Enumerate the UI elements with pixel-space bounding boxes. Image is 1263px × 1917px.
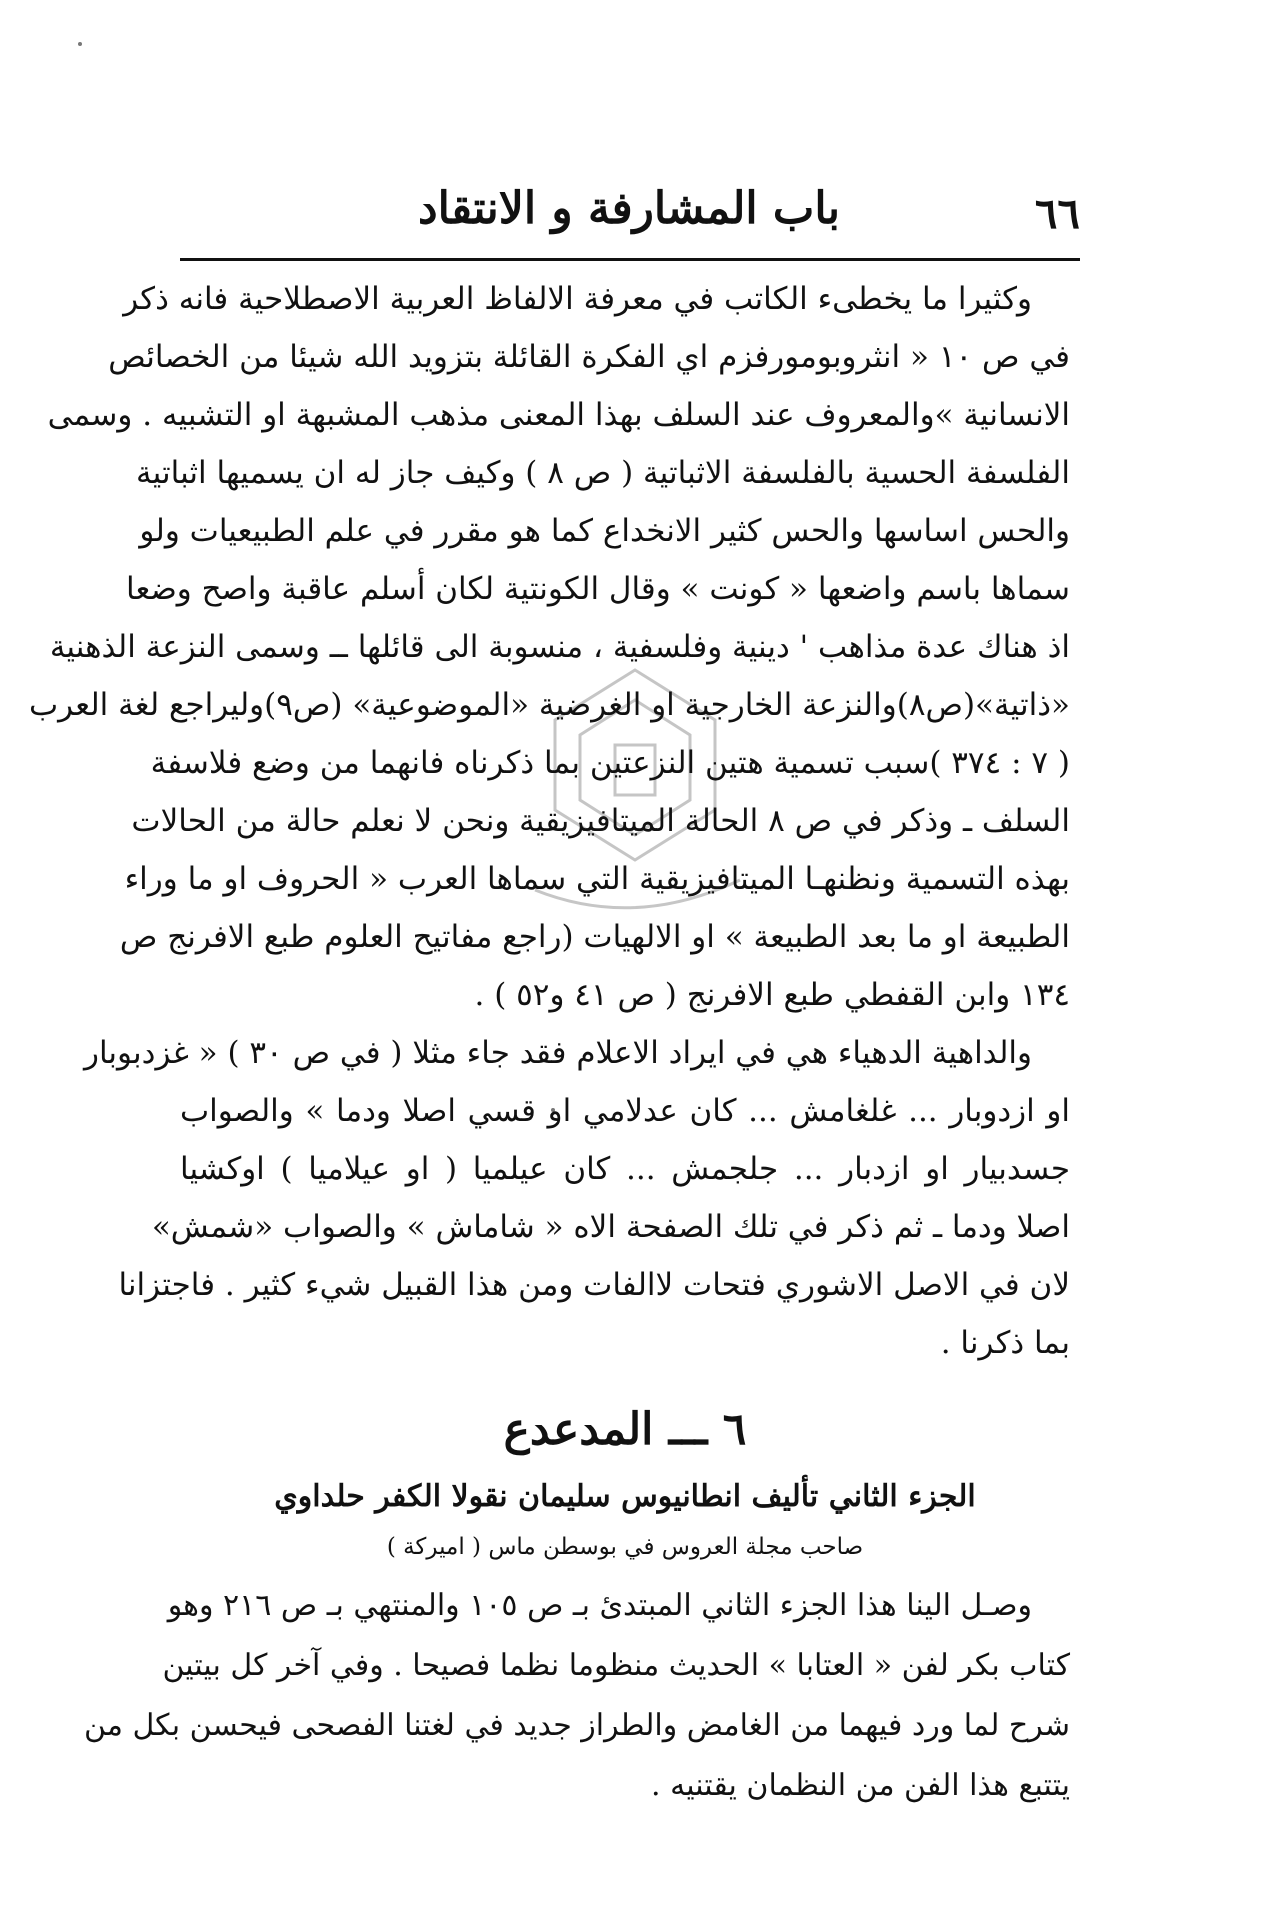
margin-speck (78, 42, 82, 46)
text-line: بهذه التسمية ونظنهـا الميتافيزيقية التي سماها العرب « الحروف او ما وراء (124, 861, 1070, 897)
text-line: او ازدوبار ... غلغامش ... كان عدلامي او قسي اصلا ودما » والصواب (180, 1093, 1070, 1129)
text-line: «ذاتية»(ص٨)والنزعة الخارجية او الغرضية «الموضوعية» (ص٩)وليراجع لغة العرب (28, 687, 1070, 723)
text-line: سماها باسم واضعها « كونت » وقال الكونتية لكان أسلم عاقبة واصح وضعا (126, 571, 1070, 607)
header-rule (180, 258, 1080, 261)
book-review-body (84, 1576, 1070, 1816)
text-line: اذ هناك عدة مذاهب ' دينية وفلسفية ، منسوبة الى قائلها ــ وسمى النزعة الذهنية (49, 629, 1070, 665)
text-line: جسدبيار او ازدبار ... جلجمش ... كان عيلميا ( او عيلاميا ) اوكشيا (180, 1151, 1070, 1187)
text-line: وكثيرا ما يخطىء الكاتب في معرفة الالفاظ العربية الاصطلاحية فانه ذكر (123, 281, 1032, 317)
section-heading: ٦ ـــ المدعدع (503, 1404, 747, 1455)
text-line: وصـل الينا هذا الجزء الثاني المبتدئ بـ ص ١٠٥ والمنتهي بـ ص ٢١٦ وهو (167, 1588, 1032, 1623)
page-header (182, 175, 1080, 255)
text-line: كتاب بكر لفن « العتابا » الحديث منظوما نظما فصيحا . وفي آخر كل بيتين (162, 1648, 1070, 1683)
text-line: الانسانية »والمعروف عند السلف بهذا المعنى مذهب المشبهة او التشبيه . وسمى (47, 397, 1070, 433)
text-line: في ص ١٠ « انثروبومورفزم اي الفكرة القائلة بتزويد الله شيئا من الخصائص (108, 339, 1070, 375)
text-line: الطبيعة او ما بعد الطبيعة » او الالهيات (راجع مفاتيح العلوم طبع الافرنج ص (119, 919, 1070, 955)
text-line: بما ذكرنا . (940, 1325, 1070, 1361)
text-line: اصلا ودما ـ ثم ذكر في تلك الصفحة الاه « شاماش » والصواب «شمش» (151, 1209, 1070, 1245)
running-title: باب المشارفة و الانتقاد (418, 183, 840, 234)
page-number: ٦٦ (1034, 189, 1080, 238)
review-body (28, 270, 1070, 1372)
text-line: شرح لما ورد فيهما من الغامض والطراز جديد في لغتنا الفصحى فيحسن بكل من (84, 1708, 1070, 1743)
text-line: والحس اساسها والحس كثير الانخداع كما هو مقرر في علم الطبيعيات ولو (139, 513, 1070, 549)
text-line: ١٣٤ وابن القفطي طبع الافرنج ( ص ٤١ و٥٢ ) . (474, 977, 1070, 1013)
book-subtitle: صاحب مجلة العروس في بوسطن ماس ( اميركة ) (386, 1534, 864, 1560)
text-line: الفلسفة الحسية بالفلسفة الاثباتية ( ص ٨ ) وكيف جاز له ان يسميها اثباتية (136, 455, 1070, 491)
text-line: والداهية الدهياء هي في ايراد الاعلام فقد جاء مثلا ( في ص ٣٠ ) « غزدبوبار (83, 1035, 1032, 1071)
text-line: ( ٧ : ٣٧٤ )سبب تسمية هتين النزعتين بما ذكرناه فانهما من وضع فلاسفة (150, 745, 1070, 781)
text-line: لان في الاصل الاشوري فتحات لاالفات ومن هذا القبيل شيء كثير . فاجتزانا (118, 1267, 1070, 1303)
text-line: يتتبع هذا الفن من النظمان يقتنيه . (651, 1768, 1070, 1803)
book-title: الجزء الثاني تأليف انطانيوس سليمان نقولا الكفر حلداوي (274, 1479, 976, 1514)
text-line: السلف ـ وذكر في ص ٨ الحالة الميتافيزيقية ونحن لا نعلم حالة من الحالات (131, 803, 1070, 839)
